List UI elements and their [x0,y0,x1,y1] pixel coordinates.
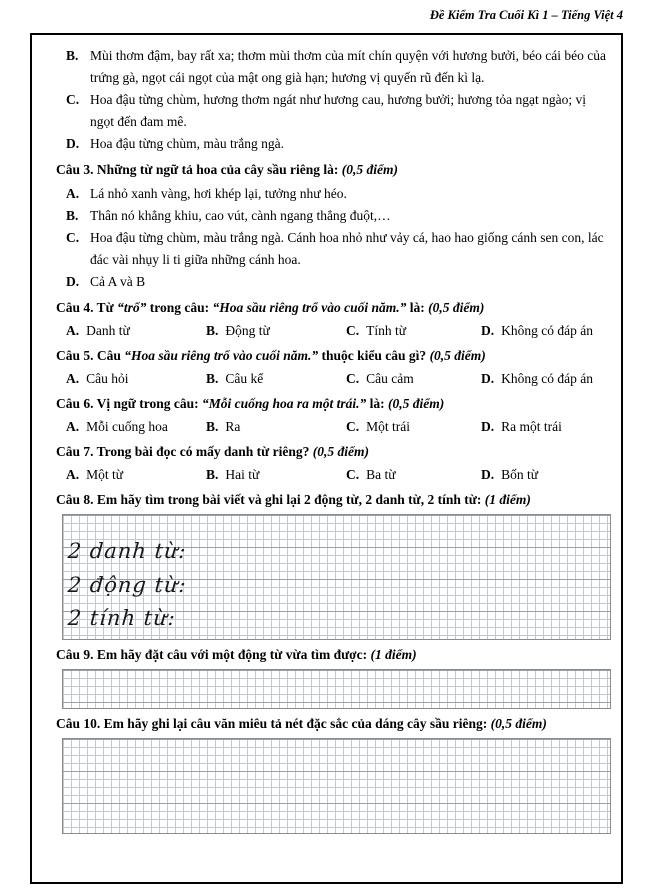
answer-option: C. Ba từ [346,467,396,482]
answer-grid-q8 [62,514,611,640]
question-8-title [56,490,613,510]
question-6-options [66,417,613,437]
question-points: (0,5 điểm) [341,162,398,177]
answer-option [66,227,613,271]
option-letter: B. [66,208,79,223]
answer-option: B. Hai từ [206,467,260,482]
option-letter: B. [66,48,79,63]
quoted-sentence: “Hoa sầu riêng trổ vào cuối năm.” [212,300,407,315]
question-7-title [56,442,613,462]
question-5-options [66,369,613,389]
option-text: Cả A và B [90,274,146,289]
question-text: Câu 6. Vị ngữ trong câu: [56,396,202,411]
question-6-title [56,394,613,414]
answer-grid-q10 [62,738,611,834]
option-text: Lá nhỏ xanh vàng, hơi khép lại, tưởng như héo. [90,186,347,201]
question-points: (0,5 điểm) [428,300,485,315]
exam-title: Đề Kiểm Tra Cuối Kì 1 – Tiếng Việt 4 [429,8,623,22]
answer-option: A. Một từ [66,467,124,482]
question-text: là: [406,300,429,315]
question-3-title [56,160,613,180]
question-5-title [56,346,613,366]
answer-option: A. Danh từ [66,323,130,338]
option-letter: C. [66,92,80,107]
answer-option [66,271,613,293]
question-text: Câu 9. Em hãy đặt câu với một động từ vừa tìm được: [56,647,371,662]
question-points: (1 điểm) [370,647,417,662]
answer-option-c [66,89,613,133]
question-4-options [66,321,613,341]
question-points: (0,5 điểm) [388,396,445,411]
handwritten-answer-line1: 2 danh từ: [67,539,188,563]
handwritten-answer-line2: 2 động từ: [67,573,188,597]
answer-option: D. Ra một trái [481,419,562,434]
question-text: là: [366,396,389,411]
answer-option: D. Không có đáp án [481,371,593,386]
option-letter: D. [66,136,80,151]
answer-option: C. Một trái [346,419,410,434]
question-points: (0,5 điểm) [490,716,547,731]
option-letter: D. [66,274,80,289]
question-text: Câu 8. Em hãy tìm trong bài viết và ghi lại 2 động từ, 2 danh từ, 2 tính từ: [56,492,485,507]
question-10-title [56,714,613,734]
question-7-options [66,465,613,485]
question-9-title [56,645,613,665]
question-text: thuộc kiểu câu gì? [318,348,430,363]
answer-option: D. Bốn từ [481,467,539,482]
handwritten-answer-line3: 2 tính từ: [67,606,177,630]
question-text: trong câu: [146,300,213,315]
quoted-term: “trổ” [117,300,147,315]
answer-option [66,205,613,227]
question-text: Câu 7. Trong bài đọc có mấy danh từ riêng? [56,444,313,459]
answer-option-b [66,45,613,89]
option-text: Thân nó khẳng khiu, cao vút, cành ngang thẳng đuột,… [90,208,391,223]
content-frame [30,33,623,884]
answer-option: B. Động từ [206,323,270,338]
answer-option: B. Câu kể [206,371,264,386]
answer-option: A. Mỗi cuống hoa [66,419,168,434]
option-letter: A. [66,186,80,201]
question-text: Câu 5. Câu [56,348,125,363]
quoted-sentence: “Mỗi cuống hoa ra một trái.” [202,396,367,411]
option-text: Hoa đậu từng chùm, màu trắng ngà. Cánh hoa nhỏ như vảy cá, hao hao giống cánh sen con, lác đác vài nhụy li ti giữa những cánh hoa. [90,230,604,267]
question-text: Câu 4. Từ [56,300,118,315]
option-letter: C. [66,230,80,245]
option-text: Hoa đậu từng chùm, hương thơm ngát như hương cau, hương bưởi; hương tỏa ngạt ngào; vị ngọt đến đam mê. [90,92,586,129]
question-text: Câu 10. Em hãy ghi lại câu văn miêu tả nét đặc sắc của dáng cây sầu riêng: [56,716,491,731]
answer-option [66,183,613,205]
option-text: Hoa đậu từng chùm, màu trắng ngà. [90,136,285,151]
question-points: (0,5 điểm) [429,348,486,363]
answer-option: D. Không có đáp án [481,323,593,338]
quoted-sentence: “Hoa sầu riêng trổ vào cuối năm.” [124,348,319,363]
question-points: (0,5 điểm) [312,444,370,459]
answer-option: C. Tính từ [346,323,407,338]
question-text: Câu 3. Những từ ngữ tả hoa của cây sầu riêng là: [56,162,342,177]
option-text: Mùi thơm đậm, bay rất xa; thơm mùi thơm của mít chín quyện với hương bưởi, béo cái béo của trứng gà, ngọt cái ngọt của mật ong già hạn; hương vị quyến rũ đến kì lạ. [90,48,606,85]
answer-option-d [66,133,613,155]
question-4-title [56,298,613,318]
answer-option: A. Câu hỏi [66,371,129,386]
answer-grid-q9 [62,669,611,709]
answer-option: C. Câu cảm [346,371,414,386]
question-points: (1 điểm) [484,492,531,507]
answer-option: B. Ra [206,419,241,434]
page-header [430,8,623,23]
